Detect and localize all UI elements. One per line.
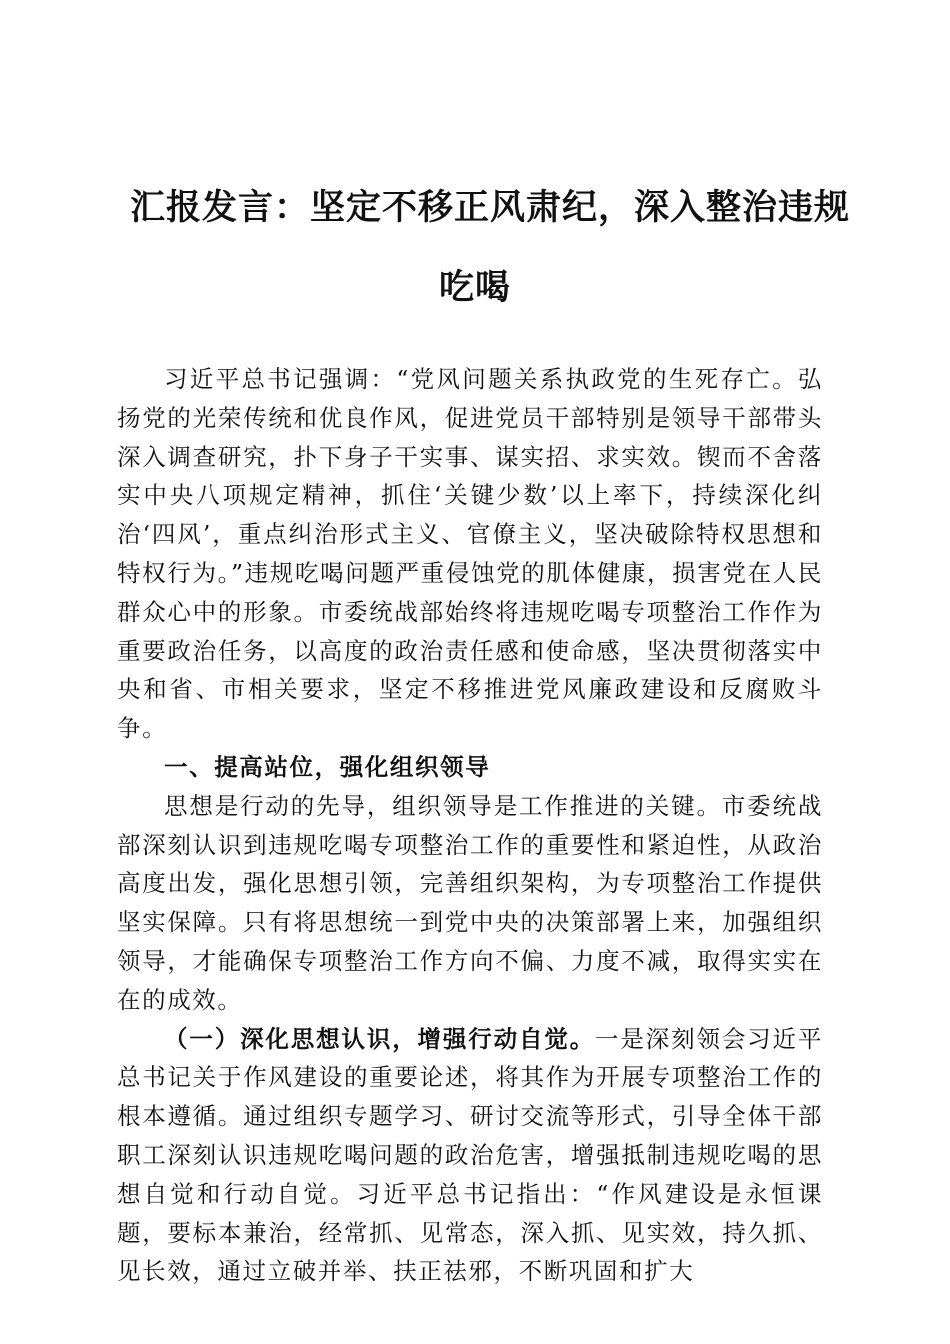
- section-1-paragraph: 思想是行动的先导，组织领导是工作推进的关键。市委统战部深刻认识到违规吃喝专项整治工作的重要性和紧迫性，从政治高度出发，强化思想引领，完善组织架构，为专项整治工作提供坚实保障。只有将思想统一到党中央的决策部署上来，加强组织领导，才能确保专项整治工作方向不偏、力度不减，取得实实在在的成效。: [117, 791, 823, 1014]
- title-line-1: 汇报发言：坚定不移正风肃纪，深入整治违规: [130, 188, 851, 228]
- subsection-1-text: 一是深刻领会习近平总书记关于作风建设的重要论述，将其作为开展专项整治工作的根本遵循。通过组织专题学习、研讨交流等形式，引导全体干部职工深刻认识违规吃喝问题的政治危害，增强抵制违规吃喝的思想自觉和行动自觉。习近平总书记指出：“作风建设是永恒课题，要标本兼治，经常抓、见常态，深入抓、见实效，持久抓、见长效，通过立破并举、扶正祛邪，不断巩固和扩大: [117, 1024, 823, 1286]
- intro-paragraph: 习近平总书记强调：“党风问题关系执政党的生死存亡。弘扬党的光荣传统和优良作风，促进党员干部特别是领导干部带头深入调查研究，扑下身子干实事、谋实招、求实效。锲而不舍落实中央八项规定精神，抓住‘关键少数’以上率下，持续深化纠治‘四风’，重点纠治形式主义、官僚主义，坚决破除特权思想和特权行为。”违规吃喝问题严重侵蚀党的肌体健康，损害党在人民群众心中的形象。市委统战部始终将违规吃喝专项整治工作作为重要政治任务，以高度的政治责任感和使命感，坚决贯彻落实中央和省、市相关要求，坚定不移推进党风廉政建设和反腐败斗争。: [117, 365, 823, 743]
- subsection-1-heading: （一）深化思想认识，增强行动自觉。: [164, 1024, 596, 1053]
- title-line-2: 吃喝: [438, 268, 511, 308]
- section-1-heading: 一、提高站位，强化组织领导: [164, 752, 491, 781]
- document-body: [117, 360, 823, 1291]
- document-title: [130, 168, 851, 328]
- subsection-1-paragraph: [117, 1020, 823, 1292]
